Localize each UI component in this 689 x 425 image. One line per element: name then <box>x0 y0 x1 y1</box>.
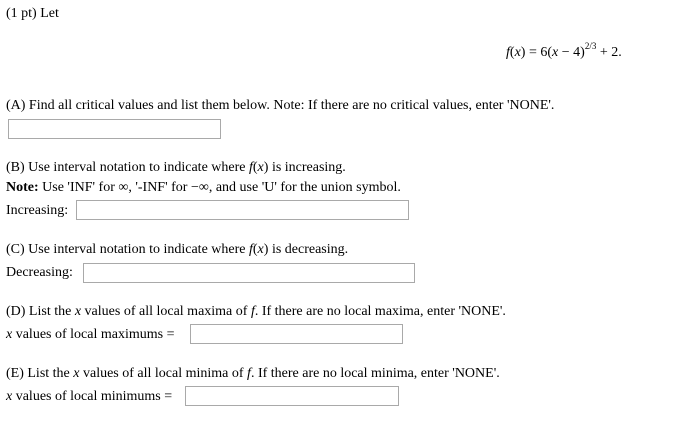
function-name: f <box>506 45 510 60</box>
addend: 2 <box>611 45 619 60</box>
note-label: Note: <box>6 180 39 195</box>
local-minima-input[interactable] <box>185 386 399 406</box>
part-a-prompt: (A) Find all critical values and list them below. Note: If there are no critical values, enter 'NONE'. <box>6 98 555 113</box>
negative-infinity-symbol: −∞ <box>190 180 209 195</box>
inner-variable: x <box>552 45 559 60</box>
infinity-symbol: ∞ <box>118 180 129 195</box>
part-b-note: Note: Use 'INF' for ∞, '-INF' for −∞, and use 'U' for the union symbol. <box>6 180 401 195</box>
plus-sign: + <box>599 45 608 60</box>
part-e-prompt: (E) List the x values of all local minima of f. If there are no local minima, enter 'NONE'. <box>6 366 500 381</box>
function-definition: $f(x) = 6(x - 4)^{2/3} + 2$. <box>506 41 622 60</box>
exponent: 2/3 <box>584 41 597 52</box>
equals-sign: = <box>528 45 537 60</box>
decreasing-interval-input[interactable] <box>83 263 415 283</box>
part-b-prompt: (B) Use interval notation to indicate where f(x) is increasing. <box>6 160 346 175</box>
function-variable: x <box>514 45 521 60</box>
increasing-interval-input[interactable] <box>76 200 409 220</box>
shift-constant: 4 <box>573 45 581 60</box>
local-max-label: x values of local maximums = <box>6 327 175 342</box>
decreasing-label: Decreasing: <box>6 265 73 280</box>
part-d-prompt: (D) List the x values of all local maxima of f. If there are no local maxima, enter 'NONE'. <box>6 304 506 319</box>
local-min-label: x values of local minimums = <box>6 389 173 404</box>
coefficient: 6 <box>540 45 548 60</box>
minus-sign: − <box>561 45 570 60</box>
problem-points-label: (1 pt) Let <box>6 6 59 21</box>
part-c-prompt: (C) Use interval notation to indicate where f(x) is decreasing. <box>6 242 349 257</box>
local-maxima-input[interactable] <box>190 324 403 344</box>
increasing-label: Increasing: <box>6 203 69 218</box>
critical-values-input[interactable] <box>8 119 221 139</box>
